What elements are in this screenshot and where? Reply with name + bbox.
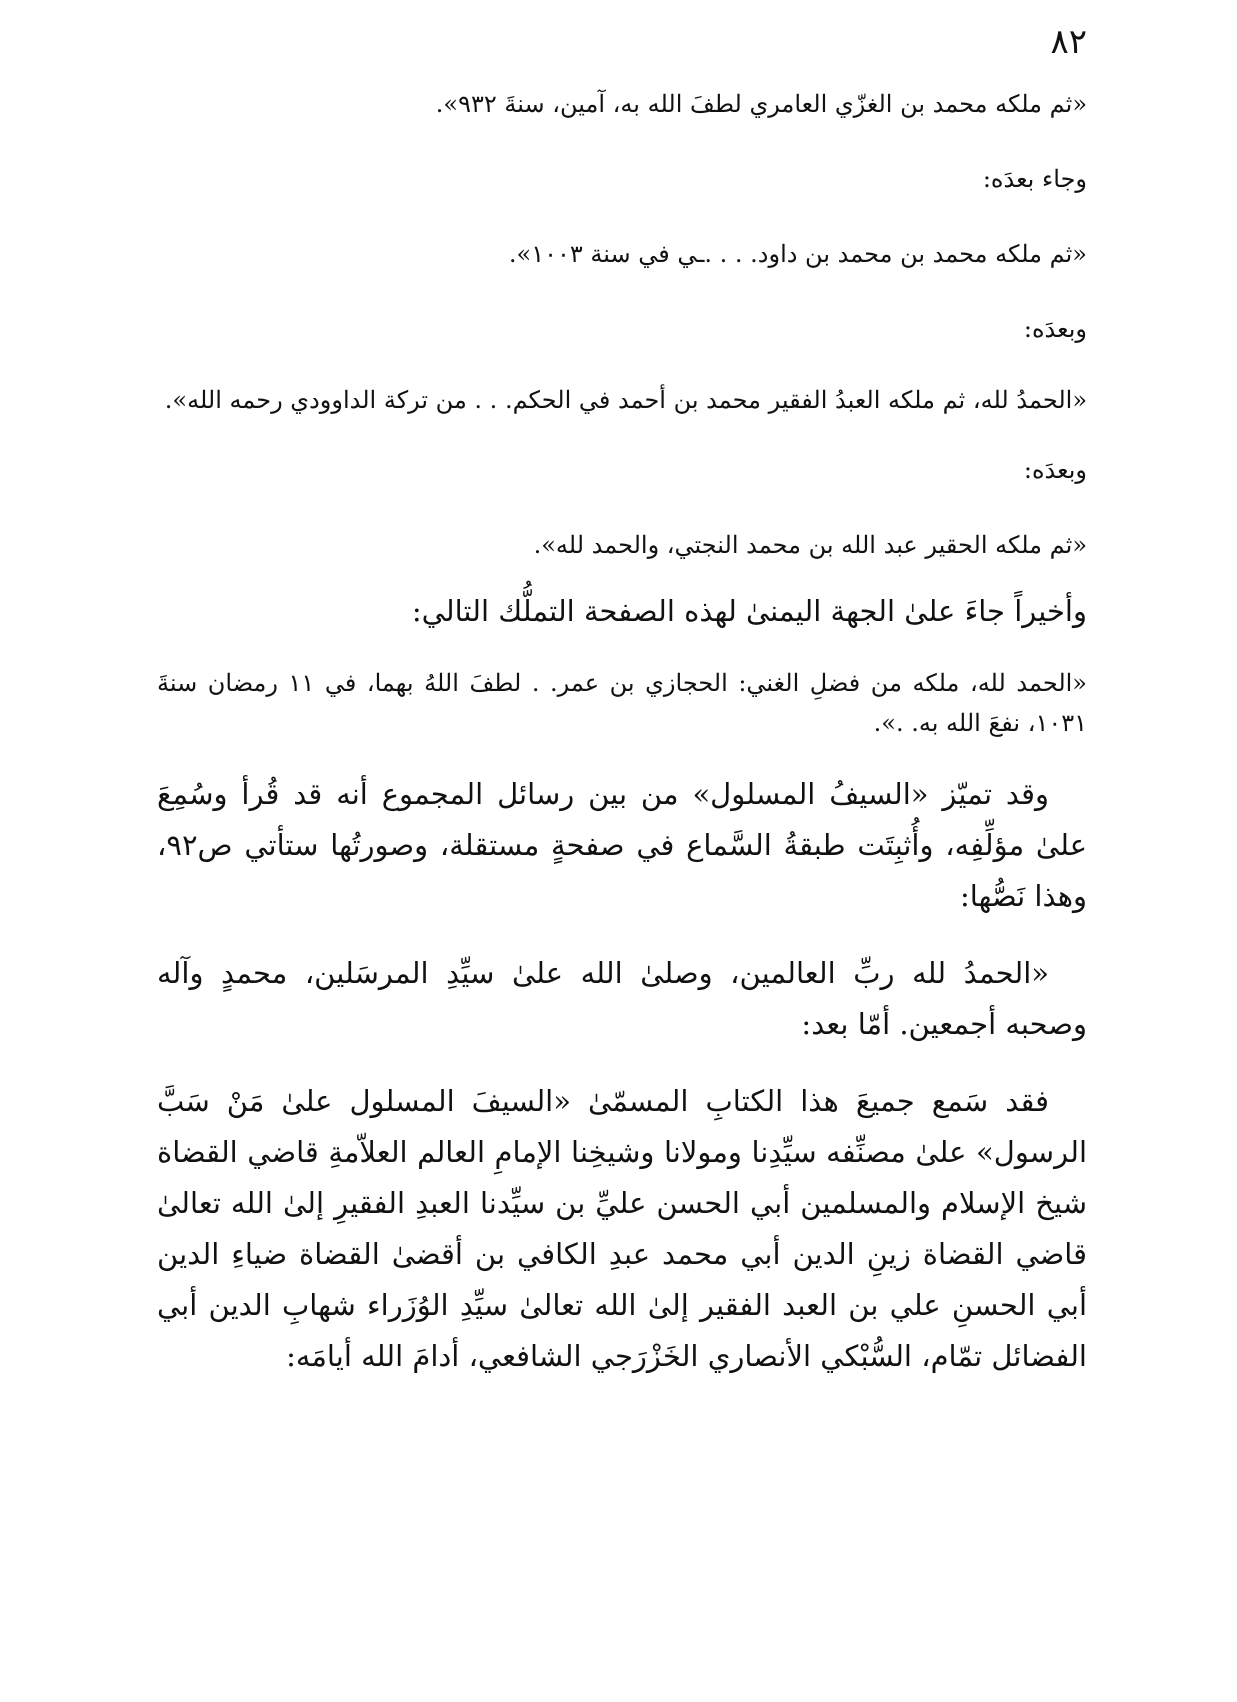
ownership-note-5: «الحمد لله، ملكه من فضلِ الغني: الحجازي بن عمر. . لطفَ اللهُ بهما، في ١١ رمضان سنةَ ١٠٣١، نفعَ الله به. .».: [157, 669, 1087, 737]
ownership-note-1: «ثم ملكه محمد بن الغزّي العامري لطفَ الله به، آمين، سنةَ ٩٣٢».: [435, 90, 1087, 118]
body-paragraph-listening-record: فقد سَمع جميعَ هذا الكتابِ المسمّىٰ «السيفَ المسلول علىٰ مَنْ سَبَّ الرسول» علىٰ مصنِّفه سيِّدِنا ومولانا وشيخِنا الإمامِ العالم العلاّمةِ قاضي القضاة شيخ الإسلام والمسلمين أبي الحسن عليِّ بن سيِّدنا العبدِ الفقيرِ إلىٰ الله تعالىٰ قاضي القضاة زينِ الدين أبي محمد عبدِ الكافي بن أقضىٰ القضاة ضياءِ الدين أبي الحسنِ علي بن العبد الفقير إلىٰ الله تعالىٰ سيِّدِ الوُزَراء شهابِ الدين أبي الفضائل تمّام، السُّبْكي الأنصاري الخَزْرَجي الشافعي، أدامَ الله أيامَه:: [157, 1084, 1088, 1373]
page-number: ٨٢: [1050, 22, 1087, 62]
transition-note-1: وجاء بعدَه:: [982, 165, 1087, 193]
ownership-note-3: «الحمدُ لله، ثم ملكه العبدُ الفقير محمد بن أحمد في الحكم. . . من تركة الداوودي رحمه الله».: [164, 386, 1087, 414]
transition-note-2: وبعدَه:: [1023, 315, 1087, 343]
ownership-note-2: «ثم ملكه محمد بن محمد بن داود. . . .ـي في سنة ١٠٠٣».: [508, 240, 1087, 268]
ownership-note-4: «ثم ملكه الحقير عبد الله بن محمد النجتي، والحمد لله».: [533, 531, 1087, 559]
transition-note-3: وبعدَه:: [1023, 456, 1087, 484]
final-ownership-intro: وأخيراً جاءَ علىٰ الجهة اليمنىٰ لهذه الصفحة التملُّك التالي:: [411, 594, 1087, 628]
body-paragraph-sama: وقد تميّز «السيفُ المسلول» من بين رسائل المجموع أنه قد قُرأ وسُمِعَ علىٰ مؤلِّفِه، وأُثبِتَت طبقةُ السَّماع في صفحةٍ مستقلة، وصورتُها ستأتي ص٩٢، وهذا نَصُّها:: [157, 777, 1087, 913]
body-paragraph-praise: «الحمدُ لله ربِّ العالمين، وصلىٰ الله علىٰ سيِّدِ المرسَلين، محمدٍ وآله وصحبه أجمعين. أمّا بعد:: [157, 956, 1087, 1041]
page-content: [157, 80, 1087, 1408]
